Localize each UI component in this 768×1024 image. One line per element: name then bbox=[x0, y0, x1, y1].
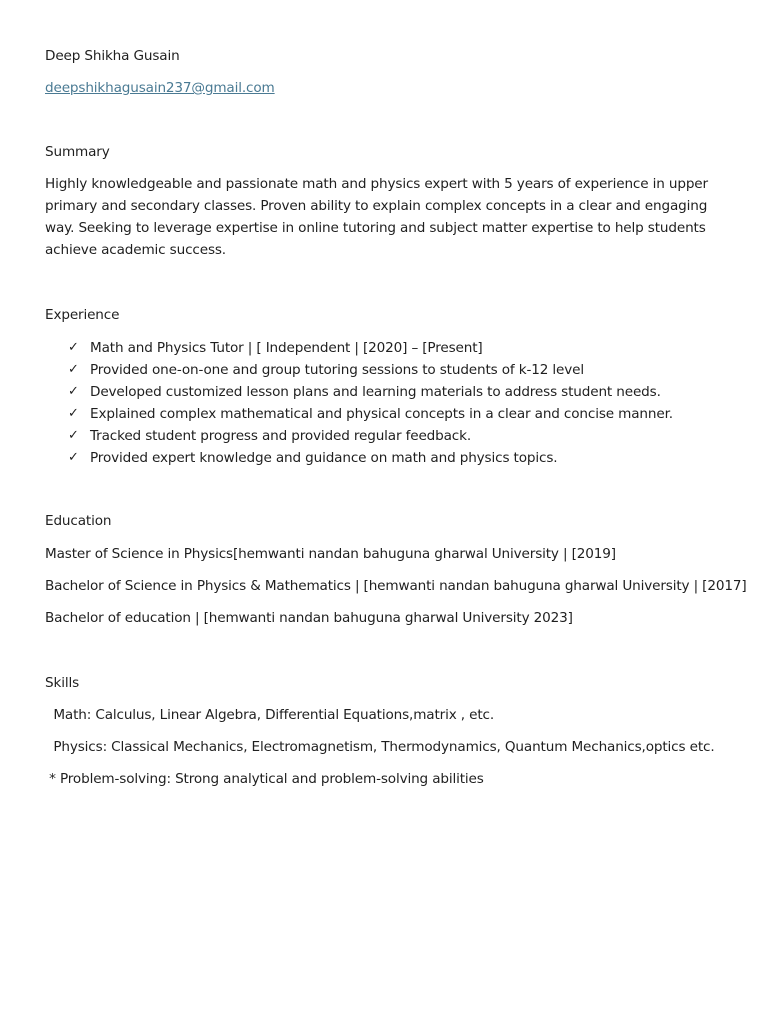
education-item: Master of Science in Physics[hemwanti nandan bahuguna gharwal University | [2019] bbox=[45, 546, 616, 562]
experience-item bbox=[45, 426, 673, 448]
email-wrapper bbox=[45, 79, 275, 97]
skill-item: * Problem-solving: Strong analytical and problem-solving abilities bbox=[45, 771, 484, 787]
checkmark-icon: ✓ bbox=[68, 384, 79, 399]
skill-item: Physics: Classical Mechanics, Electromagnetism, Thermodynamics, Quantum Mechanics,optics etc. bbox=[45, 739, 715, 755]
experience-item bbox=[45, 404, 673, 426]
education-item: Bachelor of Science in Physics & Mathematics | [hemwanti nandan bahuguna gharwal University | [2017] bbox=[45, 578, 747, 594]
experience-item-text: Provided expert knowledge and guidance on math and physics topics. bbox=[90, 450, 558, 466]
experience-item-text: Provided one-on-one and group tutoring sessions to students of k-12 level bbox=[90, 362, 584, 378]
checkmark-icon: ✓ bbox=[68, 362, 79, 377]
checkmark-icon: ✓ bbox=[68, 406, 79, 421]
experience-item bbox=[45, 382, 673, 404]
checkmark-icon: ✓ bbox=[68, 450, 79, 465]
experience-item bbox=[45, 338, 673, 360]
education-heading: Education bbox=[45, 513, 112, 529]
experience-item-text: Math and Physics Tutor | [ Independent | [2020] – [Present] bbox=[90, 340, 483, 356]
education-item: Bachelor of education | [hemwanti nandan bahuguna gharwal University 2023] bbox=[45, 610, 573, 626]
summary-text: Highly knowledgeable and passionate math and physics expert with 5 years of experience in upper primary and secondary classes. Proven ability to explain complex concepts in a clear and engaging way. Seeking to leverage expertise in online tutoring and subject matter expertise to help students achieve academic success. bbox=[45, 176, 708, 258]
skill-item: Math: Calculus, Linear Algebra, Differential Equations,matrix , etc. bbox=[45, 707, 495, 723]
experience-list bbox=[45, 338, 673, 470]
candidate-name: Deep Shikha Gusain bbox=[45, 48, 180, 64]
checkmark-icon: ✓ bbox=[68, 340, 79, 355]
experience-heading: Experience bbox=[45, 307, 120, 323]
experience-item-text: Explained complex mathematical and physical concepts in a clear and concise manner. bbox=[90, 406, 673, 422]
skills-heading: Skills bbox=[45, 675, 80, 691]
checkmark-icon: ✓ bbox=[68, 428, 79, 443]
summary-heading: Summary bbox=[45, 144, 110, 160]
email-link[interactable]: deepshikhagusain237@gmail.com bbox=[45, 80, 275, 96]
experience-item bbox=[45, 448, 673, 470]
experience-item-text: Developed customized lesson plans and learning materials to address student needs. bbox=[90, 384, 661, 400]
experience-item bbox=[45, 360, 673, 382]
experience-item-text: Tracked student progress and provided regular feedback. bbox=[90, 428, 472, 444]
